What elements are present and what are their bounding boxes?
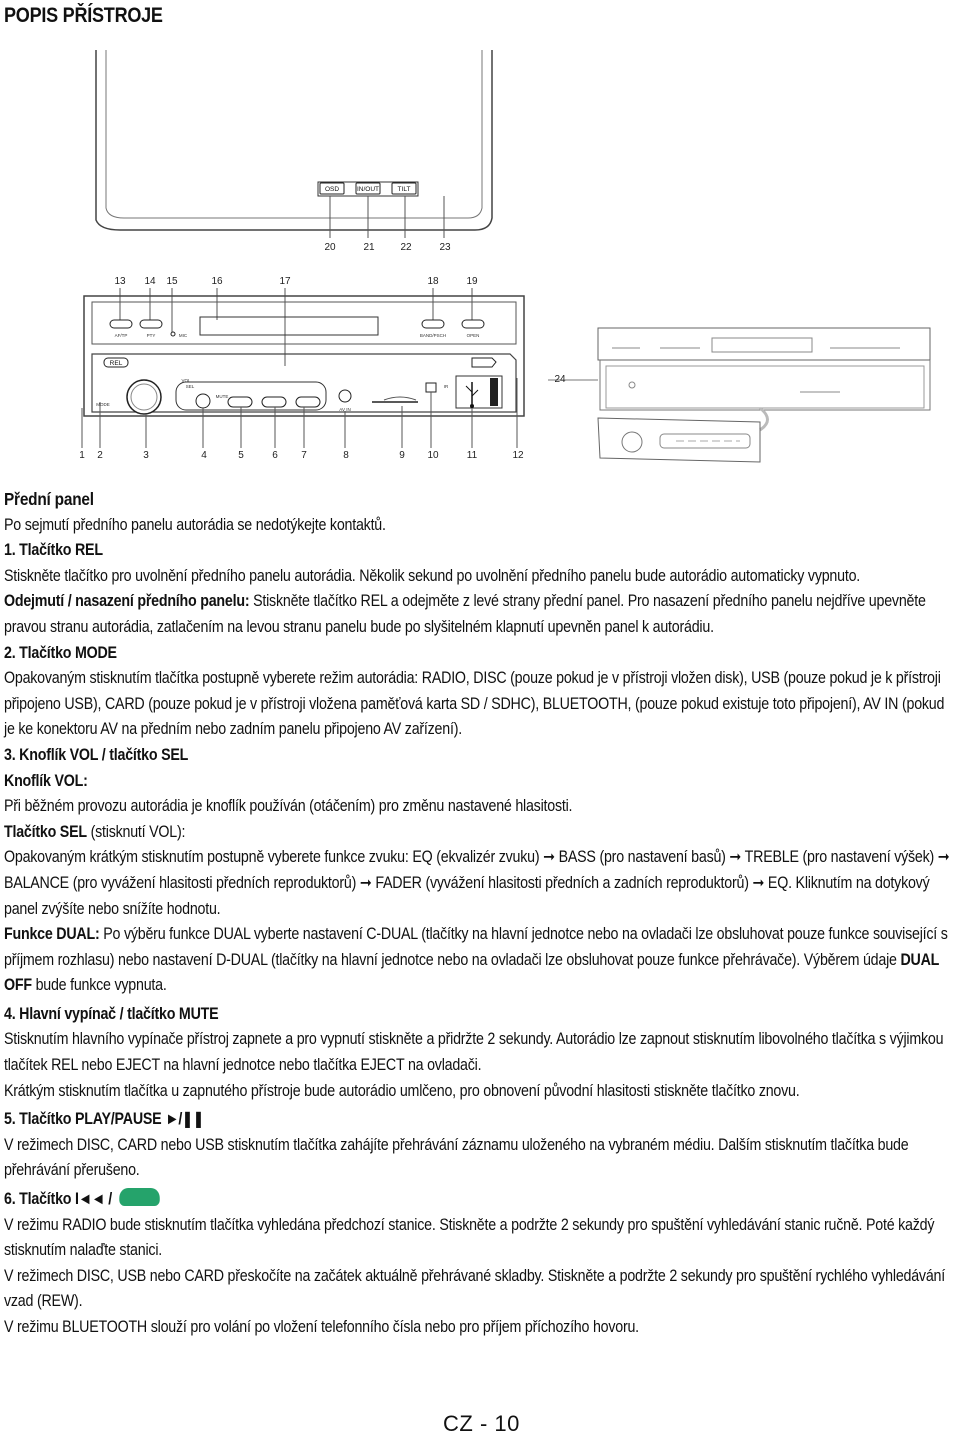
sel-text: Opakovaným krátkým stisknutím postupně vyberete funkce zvuku: EQ (ekvalizér zvuku) ➞ BASS (pro nastavení basů) ➞ TREBLE (pro nastavení výšek) ➞ BALANCE (pro vyvážení hlasitosti předních reproduktorů) ➞ FADER (vyvážení hlasitosti předních a zadních reproduktorů) ➞ EQ. Kliknutím na dotykový panel zvýšíte nebo snížíte hodnotu. <box>4 845 958 922</box>
svg-text:4: 4 <box>201 450 207 461</box>
skip-back-icon: I◄◄ <box>74 1190 105 1209</box>
svg-text:SEL: SEL <box>185 384 195 389</box>
arrow-right-icon: ➞ <box>543 848 555 867</box>
mode-heading: 2. Tlačítko MODE <box>4 643 117 662</box>
vol-heading: 3. Knoflík VOL / tlačítko SEL <box>4 745 189 764</box>
dual-text: Funkce DUAL: Po výběru funkce DUAL vyberte nastavení C-DUAL (tlačítky na hlavní jednotce nebo na ovladači lze obsluhovat pouze funkce související s příjmem rozhlasu) nebo nastavení D-DUAL (tlačítky na hlavní jednotce nebo na ovladači lze obsluhovat pouze funkce přehrávače). Výběrem údaje DUAL OFF bude funkce vypnuta. <box>4 925 948 995</box>
svg-text:22: 22 <box>400 242 412 253</box>
prev-text-1: V režimu RADIO bude stisknutím tlačítka vyhledána předchozí stanice. Stiskněte a podržte 2 sekundy pro spuštění vyhledávání stanic ručně. Poté každý stisknutím nalaďte stanici. <box>4 1215 935 1260</box>
mute-heading: 4. Hlavní vypínač / tlačítko MUTE <box>4 1004 219 1023</box>
svg-text:10: 10 <box>427 450 439 461</box>
svg-text:PTY: PTY <box>146 333 156 338</box>
sel-heading: Tlačítko SEL (stisknutí VOL): <box>4 822 186 841</box>
section-intro: Po sejmutí předního panelu autorádia se nedotýkejte kontaktů. <box>4 515 386 534</box>
prev-text-3: V režimu BLUETOOTH slouží pro volání po vložení telefonního čísla nebo pro příjem příchozího hovoru. <box>4 1318 639 1336</box>
page-title: POPIS PŘÍSTROJE <box>4 4 163 27</box>
play-heading: 5. Tlačítko PLAY/PAUSE ►/❚❚ <box>4 1110 204 1129</box>
svg-text:AV IN: AV IN <box>339 407 351 412</box>
middle-callouts <box>114 276 478 287</box>
svg-text:18: 18 <box>427 276 439 287</box>
svg-text:23: 23 <box>439 242 451 253</box>
svg-text:3: 3 <box>143 450 149 461</box>
text-block <box>4 487 958 1341</box>
svg-text:16: 16 <box>211 276 223 287</box>
inout-button-label: IN/OUT <box>356 186 380 193</box>
svg-text:24: 24 <box>554 374 566 385</box>
vol-subheading: Knoflík VOL: <box>4 771 88 790</box>
mode-text: Opakovaným stisknutím tlačítka postupně vyberete režim autorádia: RADIO, DISC (pouze pokud je v přístroji vložen disk), USB (pouze pokud je k přístroji připojeno USB), CARD (pouze pokud je v přístroji vložena paměťová karta SD / SDHC), BLUETOOTH, (pouze pokud existuje toto připojení), AV IN (pokud je ke konektoru AV na předním nebo zadním panelu připojeno AV zařízení). <box>4 669 945 739</box>
svg-text:17: 17 <box>279 276 291 287</box>
mute-text-1: Stisknutím hlavního vypínače přístroj zapnete a pro vypnutí stiskněte a přidržte 2 sekundy. Autorádio lze zapnout stisknutím libovolného tlačítka s výjimkou tlačítek REL nebo EJECT na hlavní jednotce nebo tlačítka EJECT na ovladači. <box>4 1030 944 1075</box>
device-diagram <box>0 30 960 470</box>
svg-text:AF/TP: AF/TP <box>114 333 128 338</box>
svg-text:19: 19 <box>466 276 478 287</box>
mute-text-2: Krátkým stisknutím tlačítka u zapnutého přístroje bude autorádio umlčeno, pro obnovení původní hlasitosti stiskněte tlačítko znovu. <box>4 1081 800 1100</box>
arrow-right-icon: ➞ <box>359 873 372 892</box>
svg-text:6: 6 <box>272 450 278 461</box>
svg-text:5: 5 <box>238 450 244 461</box>
usb-icon <box>466 382 478 408</box>
play-text: V režimech DISC, CARD nebo USB stisknutím tlačítka zahájíte přehrávání záznamu uloženého na vybraném médiu. Dalším stisknutím tlačítka bude přehrávání přerušeno. <box>4 1135 909 1180</box>
svg-text:12: 12 <box>512 450 524 461</box>
svg-text:REL: REL <box>109 360 123 367</box>
svg-text:2: 2 <box>97 450 103 461</box>
prev-heading: 6. Tlačítko I◄◄ / <box>4 1187 958 1213</box>
svg-text:VOL: VOL <box>181 378 191 383</box>
svg-text:9: 9 <box>399 450 405 461</box>
vol-text: Při běžném provozu autorádia je knoflík používán (otáčením) pro změnu nastavené hlasitosti. <box>4 797 573 816</box>
rel-text-2: Odejmutí / nasazení předního panelu: Stiskněte tlačítko REL a odejměte z levé strany přední panel. Pro nasazení předního panelu nejdříve upevněte pravou stranu autorádia, zatlačením na levou stranu panelu bude po slyšitelném klapnutí upevněn panel k autorádiu. <box>4 592 926 636</box>
svg-text:15: 15 <box>166 276 178 287</box>
call-phone-icon <box>119 1188 159 1206</box>
svg-text:13: 13 <box>114 276 126 287</box>
svg-text:14: 14 <box>144 276 156 287</box>
rel-heading: 1. Tlačítko REL <box>4 541 103 560</box>
osd-button-label: OSD <box>324 186 340 193</box>
prev-text-2: V režimech DISC, USB nebo CARD přeskočíte na začátek aktuálně přehrávané skladby. Stiskněte a podržte 2 sekundy pro spuštění rychlého vyhledávání vzad (REW). <box>4 1266 945 1311</box>
svg-text:BAND/PSCH: BAND/PSCH <box>419 333 447 338</box>
svg-text:MIC: MIC <box>178 333 188 338</box>
document-body <box>4 487 958 1341</box>
svg-text:OPEN: OPEN <box>466 333 480 338</box>
svg-text:MUTE: MUTE <box>215 394 229 399</box>
svg-text:20: 20 <box>324 242 336 253</box>
svg-text:1: 1 <box>79 450 85 461</box>
arrow-right-icon: ➞ <box>752 873 765 892</box>
bottom-callouts <box>79 450 524 461</box>
section-heading: Přední panel <box>4 489 94 509</box>
rel-text: Stiskněte tlačítko pro uvolnění předního panelu autorádia. Několik sekund po uvolnění předního panelu bude autorádio automaticky vypnuto. <box>4 566 861 585</box>
svg-text:21: 21 <box>363 242 375 253</box>
svg-text:MODE: MODE <box>96 402 110 407</box>
arrow-right-icon: ➞ <box>937 848 950 867</box>
arrow-right-icon: ➞ <box>729 848 742 867</box>
tilt-button-label: TILT <box>397 186 411 193</box>
play-pause-icon: ►/❚❚ <box>165 1110 204 1129</box>
svg-text:11: 11 <box>466 450 478 461</box>
svg-text:8: 8 <box>343 450 349 461</box>
top-callouts <box>324 242 451 253</box>
svg-text:7: 7 <box>301 450 307 461</box>
svg-text:IR: IR <box>443 384 449 389</box>
page-number: CZ - 10 <box>443 1411 520 1436</box>
detached-panel-illustration <box>548 328 930 462</box>
